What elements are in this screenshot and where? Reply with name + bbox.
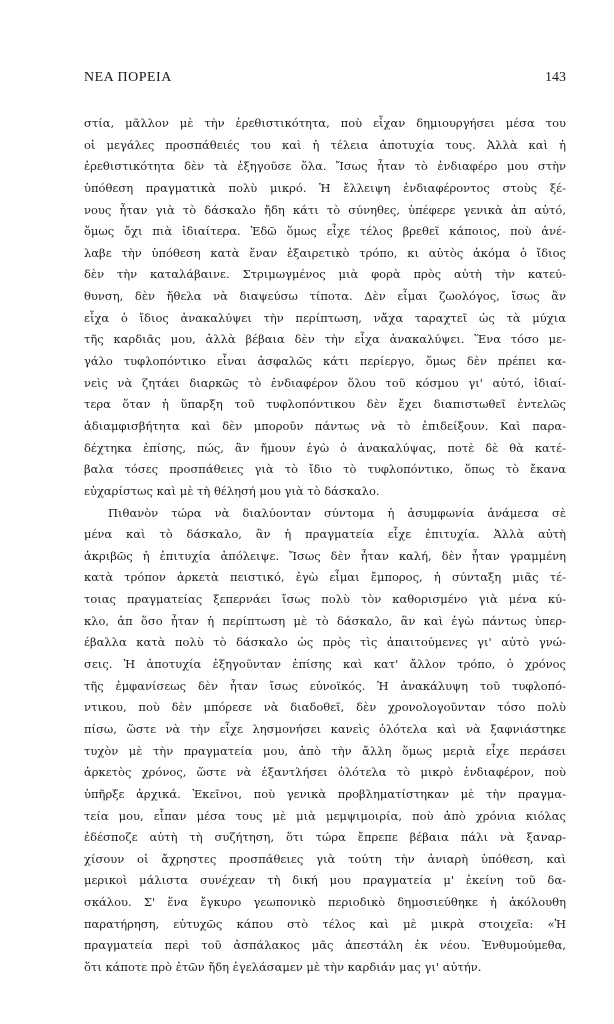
text-line: ἀρκετὸς χρόνος, ὥστε νὰ ἐξαντλήσει ὁλότελα τὸ μικρὸ ἐνδιαφέρον, ποὺ — [84, 765, 566, 780]
paragraph — [84, 503, 566, 979]
running-header — [84, 70, 566, 90]
text-line: σεις. Ἡ ἀποτυχία ἐξηγοῦνταν ἐπίσης καὶ κατ' ἄλλον τρόπο, ὁ χρόνος — [84, 657, 566, 672]
text-line: ὑπόθεση πραγματικὰ πολὺ μικρό. Ἡ ἔλλειψη ἐνδιαφέροντος στοὺς ξέ- — [84, 180, 566, 195]
body-text — [84, 113, 566, 979]
text-line: τῆς καρδιᾶς μου, ἀλλὰ βέβαια δὲν τὴν εἶχα ἀνακαλύψει. Ἕνα τόσο με- — [84, 332, 566, 347]
text-line: έβαλλα κατὰ πολὺ τὸ δάσκαλο ὡς πρὸς τὶς ἀπαιτούμενες γι' αὐτὸ γνώ- — [84, 635, 566, 650]
text-line: πίσω, ὥστε νὰ τὴν εἶχε λησμονήσει κανεὶς ὁλότελα καὶ νὰ ξαφνιάστηκε — [84, 721, 566, 736]
text-line: ἀκριβῶς ἡ ἐπιτυχία ἀπόλειψε. Ἴσως δὲν ἦταν καλή, δὲν ἦταν γραμμένη — [84, 548, 566, 563]
text-line: ἐδέσποζε αὐτὴ τὴ συζήτηση, ὅτι τώρα ἔπρεπε βέβαια πάλι νὰ ξαναρ- — [84, 830, 566, 845]
text-line: οἱ μεγάλες προσπάθειές του καὶ ἡ τέλεια ἀποτυχία τους. Ἀλλὰ καὶ ἡ — [84, 137, 566, 152]
text-line: ἀδιαμφισβήτητα καὶ δὲν μποροῦν πάντως νὰ τὸ ἐπιδείξουν. Καὶ παρα- — [84, 418, 566, 433]
text-line: βαλα τόσες προσπάθειες γιὰ τὸ ἴδιο τὸ τυφλοπόντικο, ὅπως τὸ ἔκανα — [84, 462, 566, 477]
text-line: δέχτηκα ἐπίσης, πώς, ἂν ἤμουν ἐγὼ ὁ ἀνακαλύψας, ποτὲ δὲ θὰ κατέ- — [84, 440, 566, 455]
text-line: τῆς ἐμφανίσεως δὲν ἦταν ἴσως εὐνοϊκός. Ἡ ἀνακάλυψη τοῦ τυφλοπό- — [84, 678, 566, 693]
text-line: γάλο τυφλοπόντικο εἶναι ἀσφαλῶς κάτι περίεργο, ὅμως δὲν πρέπει κα- — [84, 354, 566, 369]
text-line: ντικου, ποὺ δὲν μπόρεσε νὰ διαδοθεῖ, δὲν χρονολογοῦνταν τόσο πολὺ — [84, 700, 566, 715]
text-line: λαβε τὴν ὑπόθεση κατὰ ἕναν ἐξαιρετικὸ τρόπο, κι αὐτὸς ἀκόμα ὁ ἴδιος — [84, 245, 566, 260]
text-line: κλο, ἀπ ὅσο ἦταν ἡ περίπτωση μὲ τὸ δάσκαλο, ἂν καὶ ἐγὼ πάντως ὑπερ- — [84, 613, 566, 628]
text-line: μένα καὶ τὸ δάσκαλο, ἂν ἡ πραγματεία εἶχε ἐπιτυχία. Ἀλλὰ αὐτὴ — [84, 527, 566, 542]
text-line: τερα ὅταν ἡ ὕπαρξη τοῦ τυφλοπόντικου δὲν ἔχει διαπιστωθεῖ ἐντελῶς — [84, 397, 566, 412]
text-line: ἐρεθιστικότητα δὲν τὰ ἐξηγοῦσε ὅλα. Ἴσως ἦταν τὸ ἐνδιαφέρο μου στὴν — [84, 159, 566, 174]
text-line: δὲν τὴν καταλάβαινε. Στριμωγμένος μιὰ φορὰ πρὸς αὐτὴ τὴν κατεύ- — [84, 267, 566, 282]
text-line: τοιας πραγματείας ξεπερνάει ἴσως πολὺ τὸν καθορισμένο γιὰ μένα κύ- — [84, 592, 566, 607]
text-line: εὐχαρίστως καὶ μὲ τὴ θέλησή μου γιὰ τὸ δάσκαλο. — [84, 483, 380, 498]
text-line: θυνση, δὲν ἤθελα νὰ διαψεύσω τίποτα. Δὲν εἶμαι ζωολόγος, ἴσως ἂν — [84, 289, 566, 304]
text-line: νους ἦταν γιὰ τὸ δάσκαλο ἤδη κάτι τὸ σύνηθες, ὑπέφερε γενικὰ ἀπ αὐτό, — [84, 202, 566, 217]
text-line: ὅμως ὄχι πιὰ ἰδιαίτερα. Ἐδῶ ὅμως εἶχε τέλος βρεθεῖ κάποιος, ποὺ ἀνέ- — [84, 224, 566, 239]
page-number: 143 — [545, 70, 566, 85]
text-line: ὅτι κάποτε πρὸ ἐτῶν ἤδη ἐγελάσαμεν μὲ τὴν καρδιάν μας γι' αὐτήν. — [84, 959, 482, 974]
text-line: παρατήρηση, εὐτυχῶς κάπου στὸ τέλος καὶ μὲ μικρὰ στοιχεῖα: «Ἡ — [84, 916, 566, 931]
text-line: τεία μου, εἶπαν μέσα τους μὲ μιὰ μεμψιμοιρία, ποὺ ἀπὸ χρόνια κιόλας — [84, 808, 566, 823]
text-line: στία, μᾶλλον μὲ τὴν ἐρεθιστικότητα, ποὺ εἶχαν δημιουργήσει μέσα του — [84, 116, 566, 130]
paragraph — [84, 113, 566, 503]
text-line: σκάλου. Σ' ἕνα ἔγκυρο γεωπονικὸ περιοδικὸ δημοσιεύθηκε ἡ ἀκόλουθη — [84, 895, 566, 910]
text-line: πραγματεία περὶ τοῦ ἀσπάλακος μᾶς ἀπεστάλη ἐκ νέου. Ἐνθυμούμεθα, — [84, 938, 566, 953]
text-line: μερικοὶ μάλιστα συνέχεαν τὴ δική μου πραγματεία μ' ἐκείνη τοῦ δα- — [84, 873, 566, 888]
text-line: εἶχα ὁ ἴδιος ἀνακαλύψει τὴν περίπτωση, νἄχα ταραχτεῖ ὡς τὰ μύχια — [84, 310, 566, 325]
text-line: χίσουν οἱ ἄχρηστες προσπάθειες γιὰ τούτη τὴν ἀνιαρὴ ὑπόθεση, καὶ — [84, 851, 566, 866]
text-line: νεὶς νὰ ζητάει διαρκῶς τὸ ἐνδιαφέρον ὅλου τοῦ κόσμου γι' αὐτό, ἰδιαί- — [84, 375, 566, 390]
text-line: ὑπῆρξε ἀρχικά. Ἐκεῖνοι, ποὺ γενικὰ προβληματίστηκαν μὲ τὴν πραγμα- — [84, 786, 566, 801]
text-line: τυχὸν μὲ τὴν πραγματεία μου, ἀπὸ τὴν ἄλλη ὅμως μεριὰ εἶχε περάσει — [84, 743, 566, 758]
text-line: κατὰ τρόπον ἀρκετὰ πειστικό, ἐγὼ εἶμαι ἔμπορος, ἡ σύνταξη μιᾶς τέ- — [84, 570, 566, 585]
text-line: Πιθανὸν τώρα νὰ διαλύονταν σύντομα ἡ ἀσυμφωνία ἀνάμεσα σὲ — [108, 505, 566, 520]
running-title: ΝΕΑ ΠΟΡΕΙΑ — [84, 70, 172, 85]
